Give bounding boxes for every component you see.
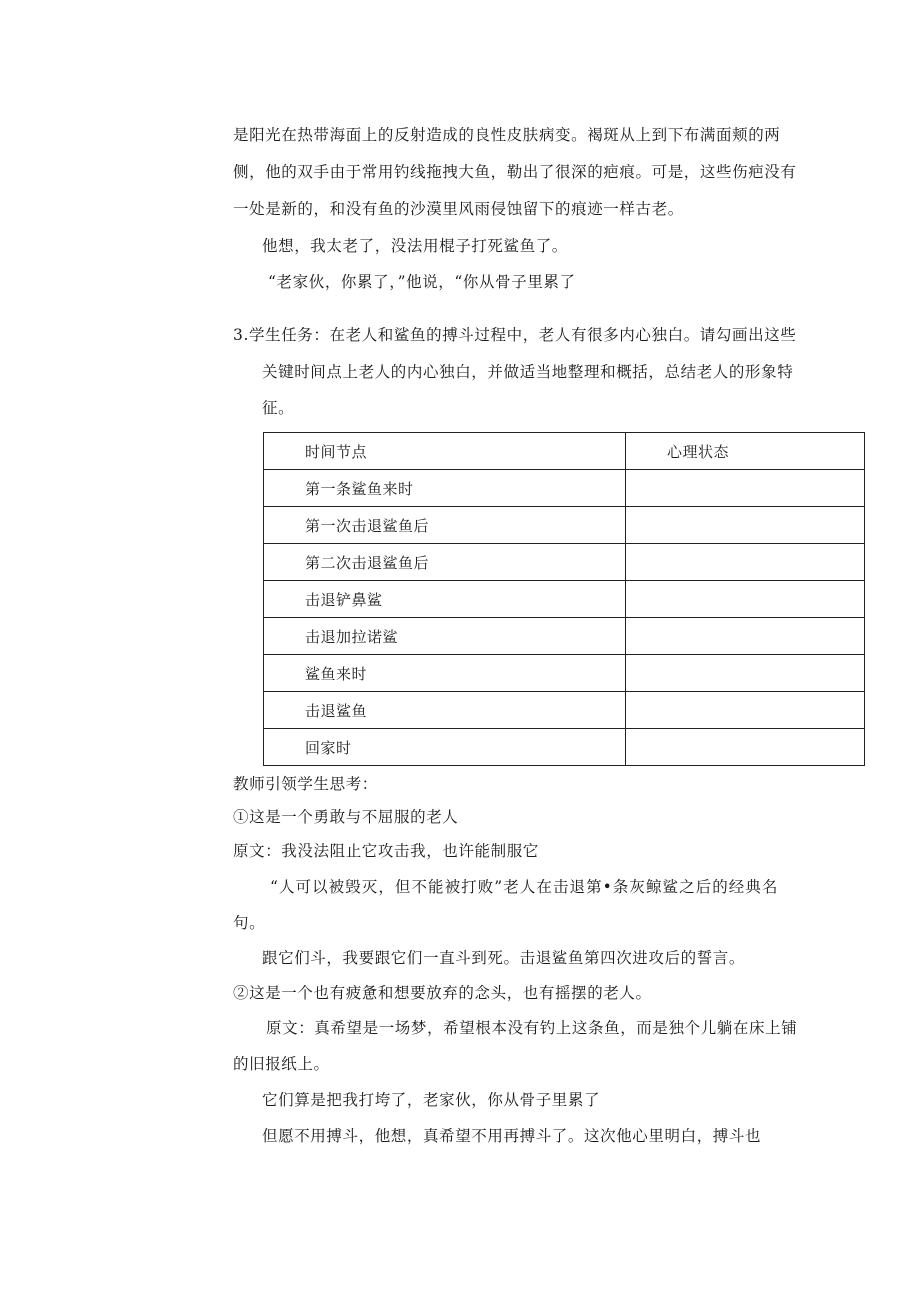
table-row <box>264 655 865 692</box>
paragraph-line: 侧，他的双手由于常用钓线拖拽大鱼，勒出了很深的疤痕。可是，这些伤疤没有 <box>233 163 797 181</box>
paragraph-line: 他想，我太老了，没法用棍子打死鲨鱼了。 <box>262 237 568 255</box>
paragraph-line: 是阳光在热带海面上的反射造成的良性皮肤病变。褐斑从上到下布满面颊的两 <box>233 126 781 144</box>
guide-quote: 原文：我没法阻止它攻击我，也许能制服它 <box>233 842 539 860</box>
table-row <box>264 692 865 729</box>
table-cell-time: 回家时 <box>264 729 626 766</box>
paragraph-line: “老家伙，你累了，”他说，“你从骨子里累了 <box>268 273 576 291</box>
table-cell-state[interactable] <box>626 507 865 544</box>
guide-quote: “人可以被毁灭，但不能被打败”老人在击退第•条灰鲸鲨之后的经典名 <box>270 878 778 896</box>
table-cell-time: 第一次击退鲨鱼后 <box>264 507 626 544</box>
table-row <box>264 507 865 544</box>
table-cell-state[interactable] <box>626 470 865 507</box>
table-cell-state[interactable] <box>626 692 865 729</box>
guide-quote: 它们算是把我打垮了，老家伙，你从骨子里累了 <box>262 1091 601 1109</box>
table-cell-state[interactable] <box>626 655 865 692</box>
table-cell-time: 第二次击退鲨鱼后 <box>264 544 626 581</box>
table-header-time: 时间节点 <box>264 433 626 470</box>
paragraph-line: 一处是新的，和没有鱼的沙漠里风雨侵蚀留下的痕迹一样古老。 <box>233 200 684 218</box>
guide-quote: 句。 <box>233 914 266 932</box>
table-cell-time: 鲨鱼来时 <box>264 655 626 692</box>
table-header-state: 心理状态 <box>626 433 865 470</box>
table-row <box>264 618 865 655</box>
guide-point-2: ②这是一个也有疲惫和想要放弃的念头，也有摇摆的老人。 <box>233 984 652 1002</box>
task-line: 征。 <box>262 399 295 417</box>
table-cell-time: 击退加拉诺鲨 <box>264 618 626 655</box>
task-line: 关键时间点上老人的内心独白，并做适当地整理和概括，总结老人的形象特 <box>262 363 794 381</box>
table-row <box>264 470 865 507</box>
guide-quote: 原文：真希望是一场梦，希望根本没有钓上这条鱼，而是独个儿躺在床上铺 <box>266 1019 798 1037</box>
table-cell-time: 击退铲鼻鲨 <box>264 581 626 618</box>
guide-quote: 的旧报纸上。 <box>233 1055 330 1073</box>
guide-quote: 但愿不用搏斗，他想，真希望不用再搏斗了。这次他心里明白，搏斗也 <box>262 1127 762 1145</box>
table-row <box>264 581 865 618</box>
table-row <box>264 544 865 581</box>
table-header-row <box>264 433 865 470</box>
table-cell-state[interactable] <box>626 729 865 766</box>
guide-intro: 教师引领学生思考： <box>233 775 378 793</box>
guide-point-1: ①这是一个勇敢与不屈服的老人 <box>233 808 459 826</box>
timeline-table <box>263 432 865 766</box>
table-cell-state[interactable] <box>626 618 865 655</box>
guide-quote: 跟它们斗，我要跟它们一直斗到死。击退鲨鱼第四次进攻后的誓言。 <box>262 949 746 967</box>
task-heading: 3.学生任务：在老人和鲨鱼的搏斗过程中，老人有很多内心独白。请勾画出这些 <box>233 326 797 344</box>
table-cell-time: 第一条鲨鱼来时 <box>264 470 626 507</box>
table-cell-time: 击退鲨鱼 <box>264 692 626 729</box>
table-cell-state[interactable] <box>626 544 865 581</box>
table-cell-state[interactable] <box>626 581 865 618</box>
table-row <box>264 729 865 766</box>
